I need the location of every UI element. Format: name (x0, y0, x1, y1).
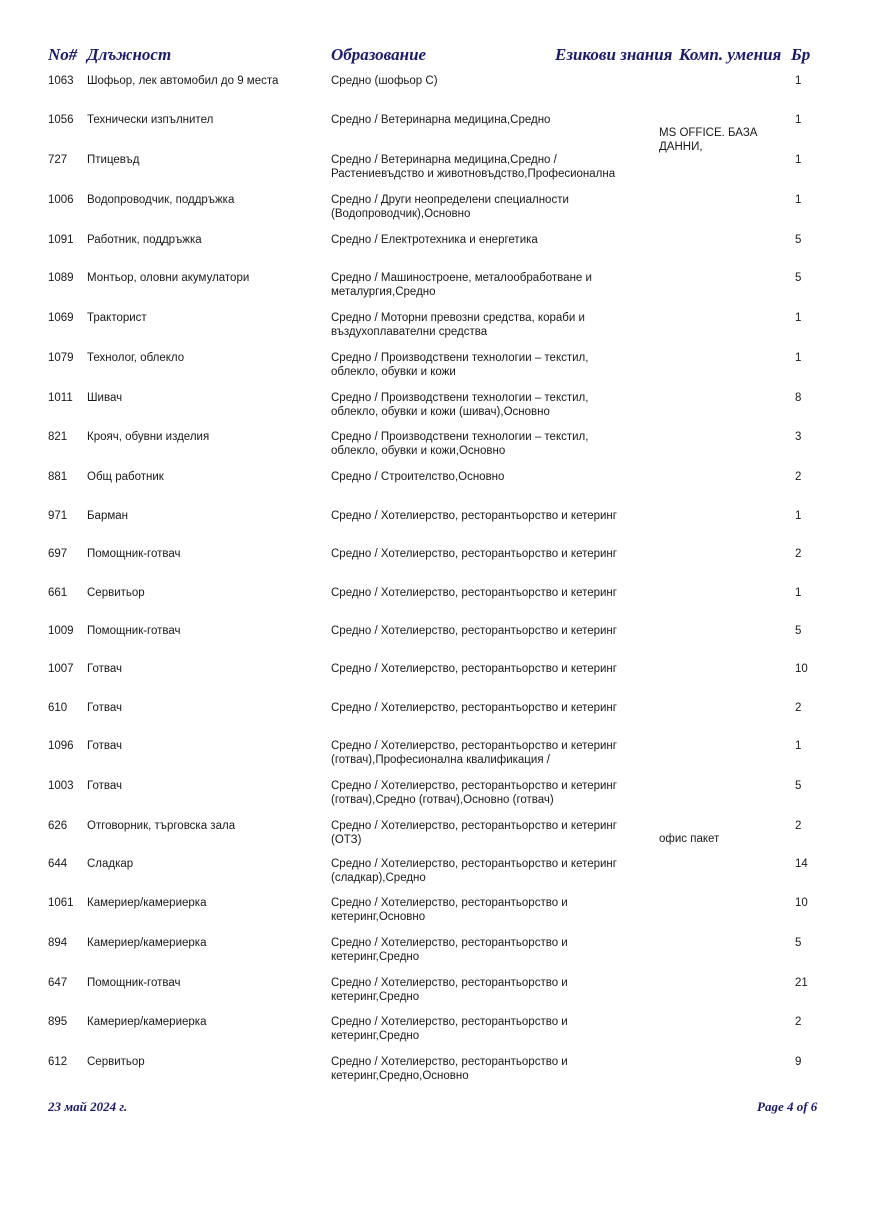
cell-position: Крояч, обувни изделия (87, 431, 210, 443)
header-count: Бр (791, 45, 811, 64)
cell-education: Средно / Производствени технологии – текстил, облекло, обувки и кожи (331, 352, 589, 378)
cell-no: 881 (48, 471, 68, 483)
cell-no: 895 (48, 1016, 68, 1028)
cell-no: 894 (48, 937, 68, 949)
cell-count: 8 (795, 392, 802, 404)
cell-no: 1091 (48, 234, 74, 246)
cell-no: 1061 (48, 897, 74, 909)
cell-count: 10 (795, 663, 808, 675)
cell-no: 697 (48, 548, 68, 560)
cell-education: Средно / Моторни превозни средства, кораби и въздухоплавателни средства (331, 312, 585, 338)
cell-count: 9 (795, 1056, 802, 1068)
cell-position: Готвач (87, 780, 122, 792)
cell-position: Водопроводчик, поддръжка (87, 194, 235, 206)
cell-count: 1 (795, 75, 802, 87)
cell-count: 1 (795, 312, 802, 324)
cell-no: 626 (48, 820, 68, 832)
cell-count: 14 (795, 858, 808, 870)
cell-education: Средно / Хотелиерство, ресторантьорство и кетеринг (готвач),Средно (готвач),Основно (готвач) (331, 780, 617, 806)
cell-no: 661 (48, 587, 68, 599)
cell-position: Барман (87, 510, 128, 522)
cell-education: Средно / Хотелиерство, ресторантьорство и кетеринг,Средно (331, 1016, 568, 1042)
cell-position: Отговорник, търговска зала (87, 820, 236, 832)
cell-position: Камериер/камериерка (87, 897, 207, 909)
cell-no: 1079 (48, 352, 74, 364)
header-languages: Езикови знания (555, 45, 673, 64)
cell-no: 821 (48, 431, 68, 443)
cell-position: Помощник-готвач (87, 548, 181, 560)
cell-position: Шофьор, лек автомобил до 9 места (87, 75, 279, 87)
cell-count: 5 (795, 272, 802, 284)
cell-count: 10 (795, 897, 808, 909)
cell-no: 1069 (48, 312, 74, 324)
cell-position: Камериер/камериерка (87, 937, 207, 949)
cell-position: Готвач (87, 740, 122, 752)
cell-count: 1 (795, 114, 802, 126)
cell-position: Тракторист (87, 312, 147, 324)
cell-position: Технически изпълнител (87, 114, 214, 126)
cell-no: 1089 (48, 272, 74, 284)
cell-no: 644 (48, 858, 68, 870)
cell-count: 2 (795, 1016, 802, 1028)
cell-count: 1 (795, 154, 802, 166)
cell-education: Средно / Хотелиерство, ресторантьорство и кетеринг,Средно (331, 937, 568, 963)
cell-education: Средно / Електротехника и енергетика (331, 234, 538, 246)
cell-count: 5 (795, 937, 802, 949)
cell-no: 1096 (48, 740, 74, 752)
cell-count: 1 (795, 194, 802, 206)
header-computer-skills: Комп. умения (679, 45, 782, 64)
cell-count: 2 (795, 820, 802, 832)
cell-no: 610 (48, 702, 68, 714)
cell-no: 612 (48, 1056, 68, 1068)
cell-position: Помощник-готвач (87, 625, 181, 637)
cell-position: Камериер/камериерка (87, 1016, 207, 1028)
cell-count: 5 (795, 234, 802, 246)
cell-count: 1 (795, 352, 802, 364)
cell-education: Средно / Хотелиерство, ресторантьорство и кетеринг (331, 587, 617, 599)
cell-count: 2 (795, 702, 802, 714)
cell-no: 1063 (48, 75, 74, 87)
cell-position: Сервитьор (87, 1056, 145, 1068)
cell-education: Средно / Строителство,Основно (331, 471, 505, 483)
cell-education: Средно / Хотелиерство, ресторантьорство и кетеринг (331, 663, 617, 675)
cell-no: 971 (48, 510, 68, 522)
cell-position: Сервитьор (87, 587, 145, 599)
cell-count: 5 (795, 780, 802, 792)
cell-education: Средно / Хотелиерство, ресторантьорство и кетеринг (ОТЗ) (331, 820, 617, 846)
cell-no: 1011 (48, 392, 73, 404)
cell-count: 2 (795, 548, 802, 560)
cell-no: 1006 (48, 194, 74, 206)
cell-position: Помощник-готвач (87, 977, 181, 989)
header-position: Длъжност (87, 45, 172, 64)
cell-count: 21 (795, 977, 808, 989)
cell-no: 727 (48, 154, 68, 166)
cell-no: 1007 (48, 663, 74, 675)
cell-position: Технолог, облекло (87, 352, 185, 364)
cell-position: Готвач (87, 663, 122, 675)
cell-education: Средно (шофьор С) (331, 75, 438, 87)
cell-education: Средно / Хотелиерство, ресторантьорство и кетеринг (331, 510, 617, 522)
cell-no: 647 (48, 977, 68, 989)
cell-count: 1 (795, 587, 802, 599)
cell-education: Средно / Хотелиерство, ресторантьорство и кетеринг (331, 702, 617, 714)
cell-no: 1056 (48, 114, 74, 126)
cell-count: 2 (795, 471, 802, 483)
cell-education: Средно / Хотелиерство, ресторантьорство и кетеринг (готвач),Професионална квалификация / (331, 740, 617, 766)
cell-count: 1 (795, 740, 802, 752)
cell-education: Средно / Други неопределени специалности (Водопроводчик),Основно (331, 194, 569, 220)
cell-count: 5 (795, 625, 802, 637)
cell-education: Средно / Машиностроене, металообработване и металургия,Средно (331, 272, 592, 298)
cell-position: Общ работник (87, 471, 164, 483)
cell-position: Монтьор, оловни акумулатори (87, 272, 250, 284)
cell-computer-skills: офис пакет (659, 833, 720, 845)
header-no: No# (48, 45, 78, 64)
cell-education: Средно / Производствени технологии – текстил, облекло, обувки и кожи (шивач),Основно (331, 392, 589, 418)
cell-education: Средно / Хотелиерство, ресторантьорство и кетеринг,Средно,Основно (331, 1056, 568, 1082)
cell-position: Шивач (87, 392, 123, 404)
header-education: Образование (331, 45, 427, 64)
cell-education: Средно / Хотелиерство, ресторантьорство и кетеринг (сладкар),Средно (331, 858, 617, 884)
cell-position: Готвач (87, 702, 122, 714)
cell-no: 1003 (48, 780, 74, 792)
footer-date: 23 май 2024 г. (48, 1099, 128, 1114)
cell-education: Средно / Хотелиерство, ресторантьорство и кетеринг (331, 548, 617, 560)
footer-page-number: Page 4 of 6 (757, 1099, 818, 1114)
cell-position: Птицевъд (87, 154, 140, 166)
cell-position: Сладкар (87, 858, 134, 870)
cell-education: Средно / Ветеринарна медицина,Средно / Растениевъдство и животновъдство,Професионална (331, 154, 616, 180)
cell-education: Средно / Хотелиерство, ресторантьорство и кетеринг (331, 625, 617, 637)
cell-position: Работник, поддръжка (87, 234, 202, 246)
cell-education: Средно / Хотелиерство, ресторантьорство и кетеринг,Средно (331, 977, 568, 1003)
cell-count: 3 (795, 431, 802, 443)
cell-education: Средно / Ветеринарна медицина,Средно (331, 114, 551, 126)
cell-computer-skills: MS OFFICE. БАЗА ДАННИ, (659, 127, 758, 153)
cell-education: Средно / Хотелиерство, ресторантьорство и кетеринг,Основно (331, 897, 568, 923)
cell-education: Средно / Производствени технологии – текстил, облекло, обувки и кожи,Основно (331, 431, 589, 457)
cell-no: 1009 (48, 625, 74, 637)
cell-count: 1 (795, 510, 802, 522)
